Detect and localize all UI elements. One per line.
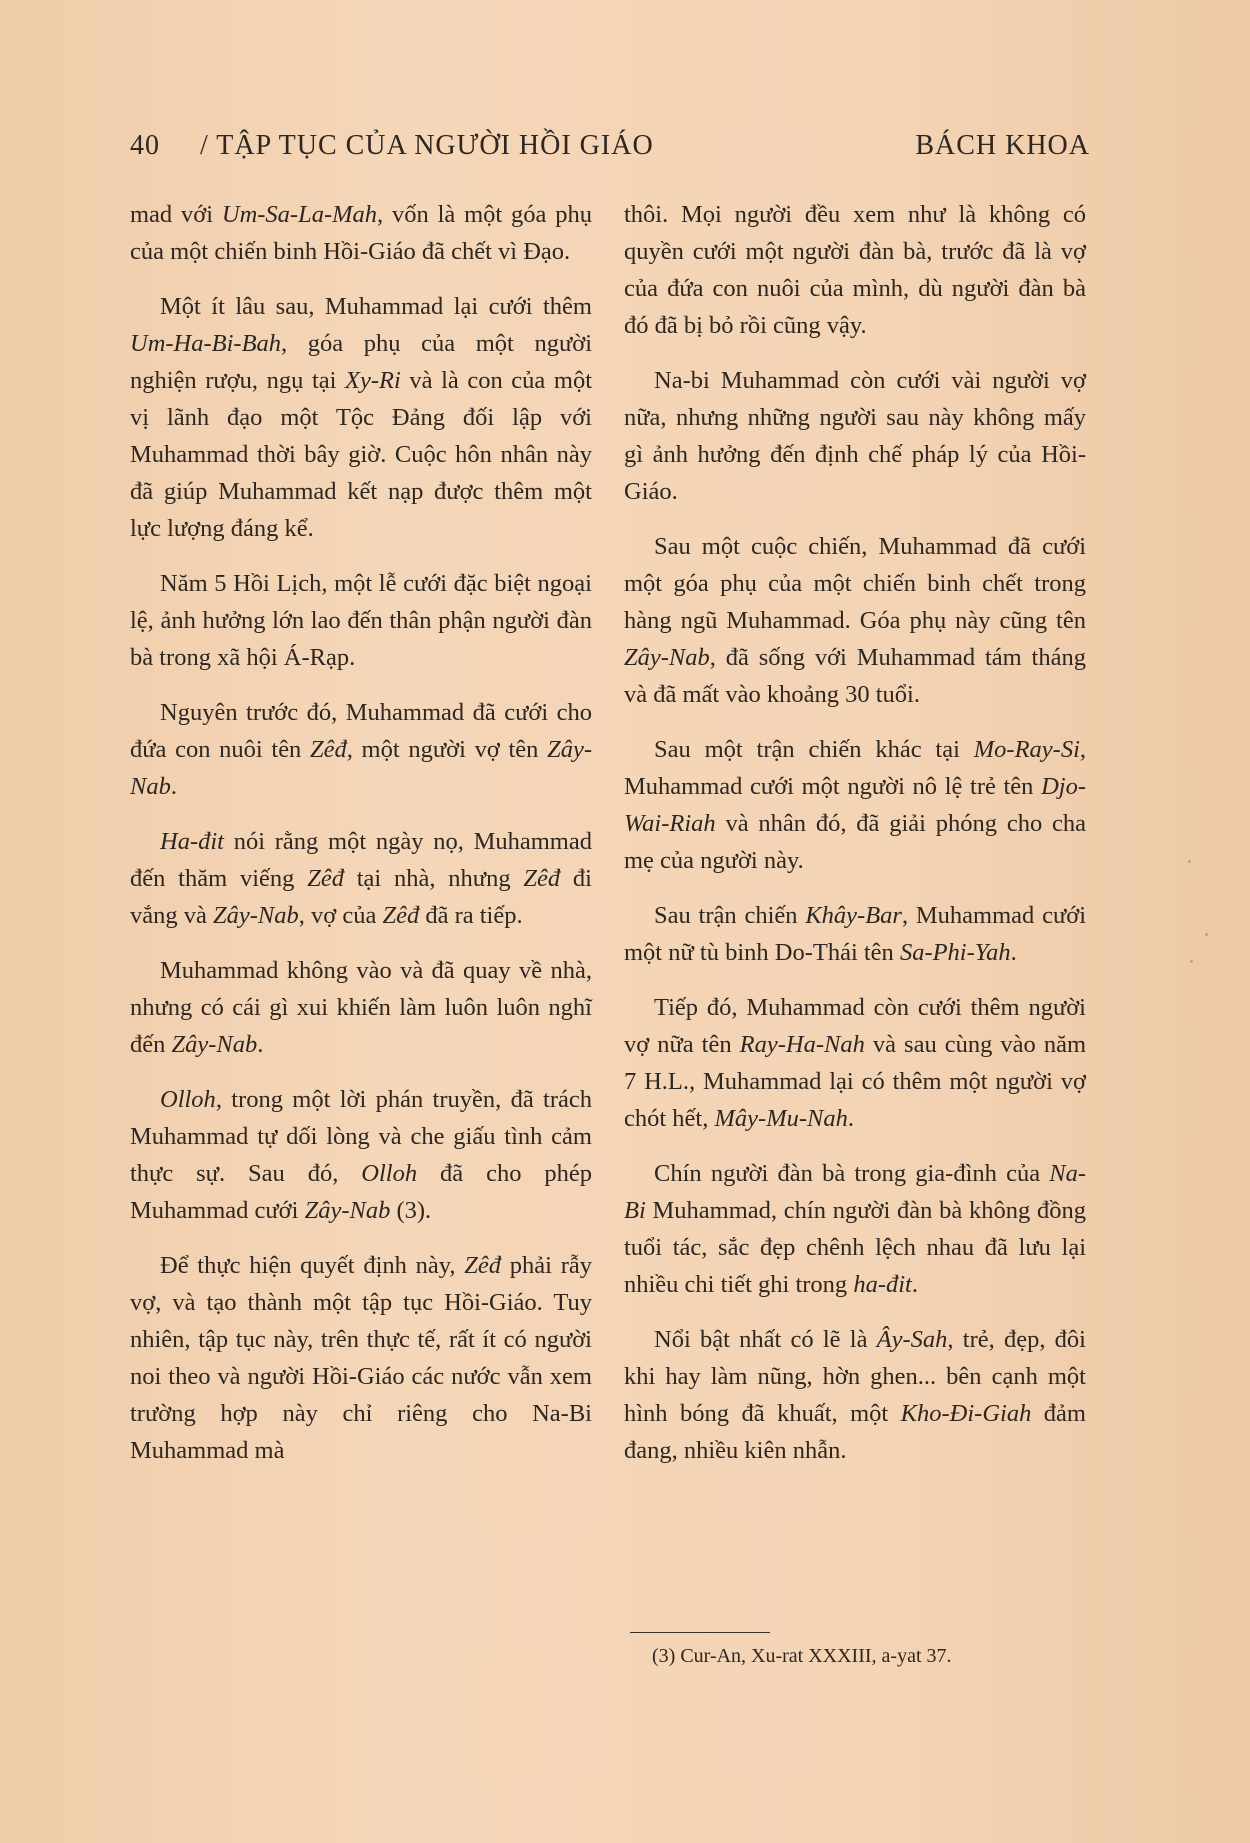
- paragraph: Na-bi Muhammad còn cưới vài người vợ nữa, nhưng những người sau này không mấy gì ảnh hưởng đến định chế pháp lý của Hồi-Giáo.: [624, 367, 1086, 505]
- italic-term: Zêđ: [310, 736, 347, 763]
- paragraph: thôi. Mọi người đều xem như là không có quyền cưới một người đàn bà, trước đã là vợ của đứa con nuôi của mình, dù người đàn bà đó đã bị bỏ rồi cũng vậy.: [624, 201, 1086, 339]
- paragraph: Sau trận chiến Khây-Bar, Muhammad cưới một nữ tù binh Do-Thái tên Sa-Phi-Yah.: [624, 902, 1087, 966]
- paragraph: Năm 5 Hồi Lịch, một lễ cưới đặc biệt ngoại lệ, ảnh hưởng lớn lao đến thân phận người đàn bà trong xã hội Á-Rạp.: [130, 570, 592, 671]
- running-title: / TẬP TỤC CỦA NGƯỜI HỒI GIÁO: [200, 130, 654, 161]
- paragraph: Để thực hiện quyết định này, Zêđ phải rẫy vợ, và tạo thành một tập tục Hồi-Giáo. Tuy nhiên, tập tục này, trên thực tế, rất ít có người noi theo và người Hồi-Giáo các nước vẫn xem trường hợp này chỉ riêng cho Na-Bi Muhammad mà: [130, 1252, 592, 1464]
- paragraph: Ha-đit nói rằng một ngày nọ, Muhammad đến thăm viếng Zêđ tại nhà, nhưng Zêđ đi vắng và Zây-Nab, vợ của Zêđ đã ra tiếp.: [130, 828, 592, 929]
- paragraph: Một ít lâu sau, Muhammad lại cưới thêm Um-Ha-Bi-Bah, góa phụ của một người nghiện rượu, ngụ tại Xy-Ri và là con của một vị lãnh đạo một Tộc Đảng đối lập với Muhammad thời bây giờ. Cuộc hôn nhân này đã giúp Muhammad kết nạp được thêm một lực lượng đáng kể.: [130, 293, 592, 542]
- paragraph: Olloh, trong một lời phán truyền, đã trách Muhammad tự dối lòng và che giấu tình cảm thực sự. Sau đó, Olloh đã cho phép Muhammad cưới Zây-Nab (3).: [130, 1086, 593, 1224]
- italic-term: Xy-Ri: [345, 367, 401, 394]
- magazine-name: BÁCH KHOA: [915, 130, 1090, 161]
- italic-term: Zêđ: [523, 865, 561, 892]
- paragraph: Tiếp đó, Muhammad còn cưới thêm người vợ nữa tên Ray-Ha-Nah và sau cùng vào năm 7 H.L., Muhammad lại có thêm một người vợ chót hết, Mây-Mu-Nah.: [624, 994, 1086, 1132]
- italic-term: Djo-Wai-Riah: [624, 773, 1086, 837]
- italic-term: Olloh: [160, 1086, 216, 1113]
- italic-term: Na-Bi: [624, 1160, 1086, 1224]
- paragraph: Chín người đàn bà trong gia-đình của Na-Bi Muhammad, chín người đàn bà không đồng tuổi tác, sắc đẹp chênh lệch nhau đã lưu lại nhiều chi tiết ghi trong ha-đit.: [624, 1160, 1086, 1298]
- paragraph: mad với Um-Sa-La-Mah, vốn là một góa phụ của một chiến binh Hồi-Giáo đã chết vì Đạo.: [130, 201, 592, 265]
- italic-term: Mây-Mu-Nah: [714, 1105, 848, 1132]
- italic-term: Ray-Ha-Nah: [739, 1031, 865, 1058]
- paragraph: Nổi bật nhất có lẽ là Ây-Sah, trẻ, đẹp, đôi khi hay làm nũng, hờn ghen... bên cạnh một hình bóng đã khuất, một Kho-Đi-Giah đảm đang, nhiều kiên nhẫn.: [624, 1326, 1086, 1464]
- italic-term: Kho-Đi-Giah: [900, 1400, 1032, 1427]
- paragraph: Muhammad không vào và đã quay về nhà, nhưng có cái gì xui khiến làm luôn luôn nghĩ đến Zây-Nab.: [130, 957, 592, 1058]
- italic-term: Zêđ: [382, 902, 420, 929]
- italic-term: Ha-đit: [160, 828, 224, 855]
- italic-term: Zây-Nab: [304, 1197, 391, 1224]
- page-number: 40: [130, 130, 160, 161]
- italic-term: Um-Ha-Bi-Bah: [130, 330, 282, 357]
- italic-term: ha-đit: [853, 1271, 912, 1298]
- italic-term: Sa-Phi-Yah: [899, 939, 1011, 966]
- italic-term: Zây-Nab: [213, 902, 299, 929]
- italic-term: Zây-Nab: [130, 736, 593, 800]
- page-header: [130, 130, 1090, 170]
- footnote-divider: [630, 1632, 770, 1633]
- italic-term: Zây-Nab: [171, 1031, 258, 1058]
- right-column: [624, 196, 1086, 1487]
- italic-term: Zêđ: [464, 1252, 502, 1279]
- left-column: [130, 196, 592, 1487]
- italic-term: Zêđ: [307, 865, 344, 892]
- italic-term: Um-Sa-La-Mah: [221, 201, 378, 228]
- italic-term: Zây-Nab: [624, 644, 710, 671]
- italic-term: Mo-Ray-Si: [973, 736, 1080, 763]
- italic-term: Olloh: [361, 1160, 418, 1187]
- paragraph: Nguyên trước đó, Muhammad đã cưới cho đứa con nuôi tên Zêđ, một người vợ tên Zây-Nab.: [130, 699, 593, 800]
- paragraph: Sau một cuộc chiến, Muhammad đã cưới một góa phụ của một chiến binh chết trong hàng ngũ Muhammad. Góa phụ này cũng tên Zây-Nab, đã sống với Muhammad tám tháng và đã mất vào khoảng 30 tuổi.: [624, 533, 1086, 708]
- paragraph: Sau một trận chiến khác tại Mo-Ray-Si, Muhammad cưới một người nô lệ trẻ tên Djo-Wai-Riah và nhân đó, đã giải phóng cho cha mẹ của người này.: [624, 736, 1086, 874]
- footnote: (3) Cur-An, Xu-rat XXXIII, a-yat 37.: [652, 1645, 952, 1667]
- italic-term: Ây-Sah: [876, 1326, 948, 1353]
- italic-term: Khây-Bar: [805, 902, 902, 929]
